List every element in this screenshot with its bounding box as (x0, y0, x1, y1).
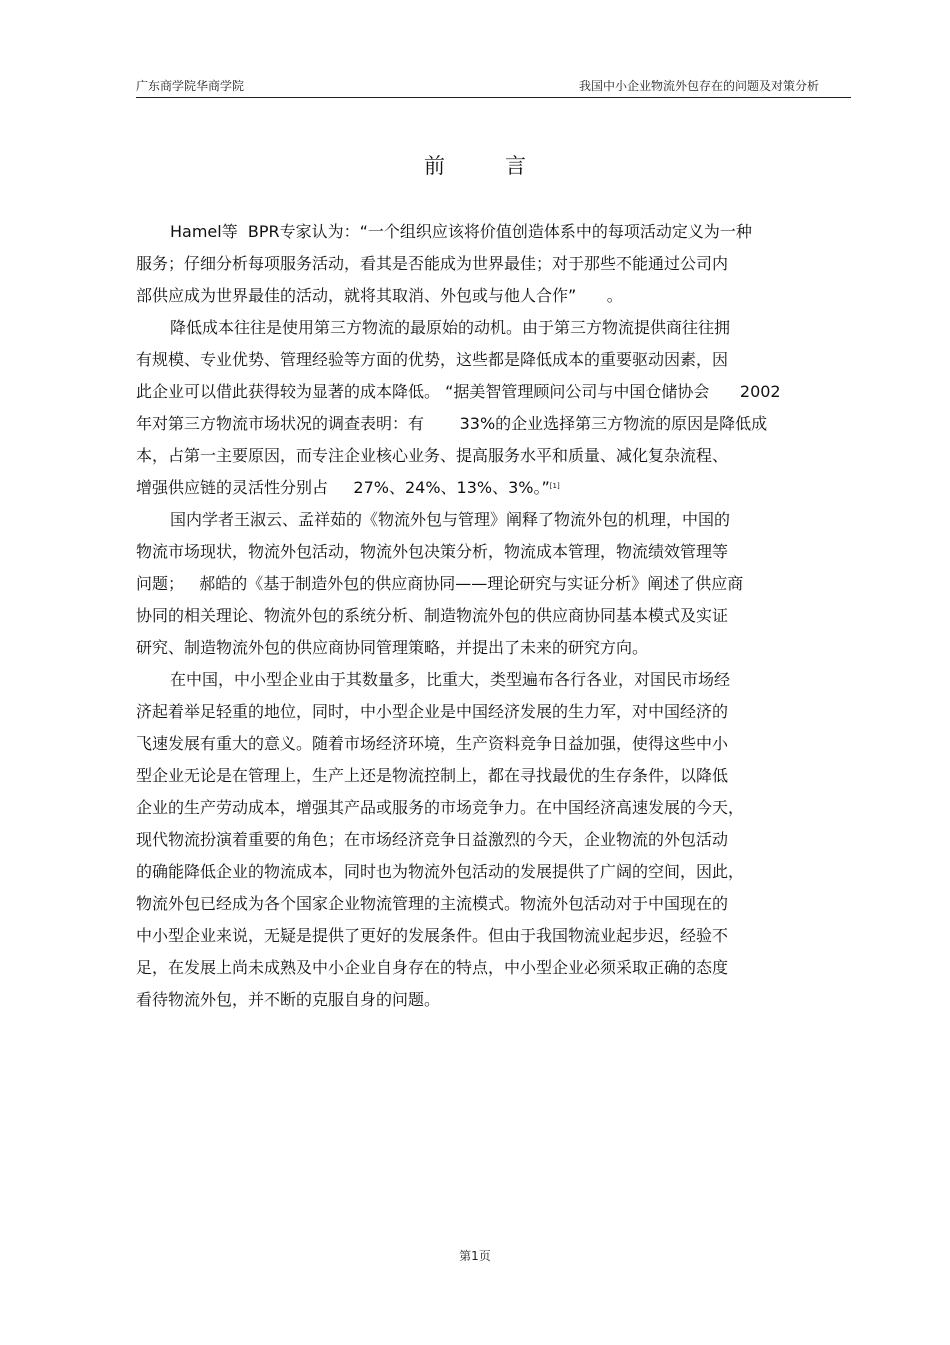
header-school-name: 广东商学院华商学院 (136, 79, 245, 93)
paragraph-line: 济起着举足轻重的地位，同时，中小型企业是中国经济发展的生力军，对中国经济的 (136, 702, 729, 721)
paragraph-line: 物流外包已经成为各个国家企业物流管理的主流模式。物流外包活动对于中国现在的 (136, 894, 729, 913)
paragraph-line: 国内学者王淑云、孟祥茹的《物流外包与管理》阐释了物流外包的机理，中国的 (170, 510, 731, 529)
section-title: 前言 (424, 154, 586, 178)
header-paper-title: 我国中小企业物流外包存在的问题及对策分析 (578, 79, 819, 93)
paragraph-line: 中小型企业来说，无疑是提供了更好的发展条件。但由于我国物流业起步迟，经验不 (136, 926, 729, 945)
paragraph-line: 研究、制造物流外包的供应商协同管理策略，并提出了未来的研究方向。 (136, 638, 649, 657)
paragraph-line: 有规模、专业优势、管理经验等方面的优势，这些都是降低成本的重要驱动因素，因 (136, 350, 729, 369)
header-divider (136, 97, 851, 98)
paragraph-line: 本，占第一主要原因，而专注企业核心业务、提高服务水平和质量、减化复杂流程、 (136, 446, 729, 465)
page-number: 第1页 (459, 1249, 491, 1263)
paragraph-line: 服务；仔细分析每项服务活动，看其是否能成为世界最佳；对于那些不能通过公司内 (136, 254, 729, 273)
paragraph-line: 物流市场现状，物流外包活动，物流外包决策分析，物流成本管理，物流绩效管理等 (136, 542, 729, 561)
citation-mark: [1] (549, 482, 560, 490)
paragraph-line: 部供应成为世界最佳的活动，就将其取消、外包或与他人合作” 。 (136, 286, 623, 305)
paragraph-line: 看待物流外包，并不断的克服自身的问题。 (136, 990, 441, 1009)
paragraph-text: 增强供应链的灵活性分别占 27%、24%、13%、3%。” (136, 478, 550, 497)
paragraph-line: 此企业可以借此获得较为显著的成本降低。 “据美智管理顾问公司与中国仓储协会 2002 (136, 382, 781, 401)
paragraph-line: 的确能降低企业的物流成本，同时也为物流外包活动的发展提供了广阔的空间，因此， (136, 862, 745, 881)
paragraph-line: Hamel等 BPR专家认为：“一个组织应该将价值创造体系中的每项活动定义为一种 (170, 222, 752, 241)
paragraph-line: 型企业无论是在管理上，生产上还是物流控制上，都在寻找最优的生存条件，以降低 (136, 766, 729, 785)
paragraph-line: 协同的相关理论、物流外包的系统分析、制造物流外包的供应商协同基本模式及实证 (136, 606, 729, 625)
paragraph-line: 年对第三方物流市场状况的调查表明：有 33%的企业选择第三方物流的原因是降低成 (136, 414, 768, 433)
paragraph-line: 问题； 郝皓的《基于制造外包的供应商协同——理论研究与实证分析》阐述了供应商 (136, 574, 744, 593)
paragraph-line: 足，在发展上尚未成熟及中小企业自身存在的特点，中小型企业必须采取正确的态度 (136, 958, 729, 977)
paragraph-line: 现代物流扮演着重要的角色；在市场经济竞争日益激烈的今天，企业物流的外包活动 (136, 830, 729, 849)
paragraph-line: 在中国，中小型企业由于其数量多，比重大，类型遍布各行各业，对国民市场经 (170, 670, 731, 689)
paragraph-line: 降低成本往往是使用第三方物流的最原始的动机。由于第三方物流提供商往往拥 (170, 318, 731, 337)
paragraph-line: 企业的生产劳动成本，增强其产品或服务的市场竞争力。在中国经济高速发展的今天， (136, 798, 745, 817)
paragraph-line-with-citation (136, 478, 560, 498)
paragraph-line: 飞速发展有重大的意义。随着市场经济环境，生产资料竞争日益加强，使得这些中小 (136, 734, 729, 753)
